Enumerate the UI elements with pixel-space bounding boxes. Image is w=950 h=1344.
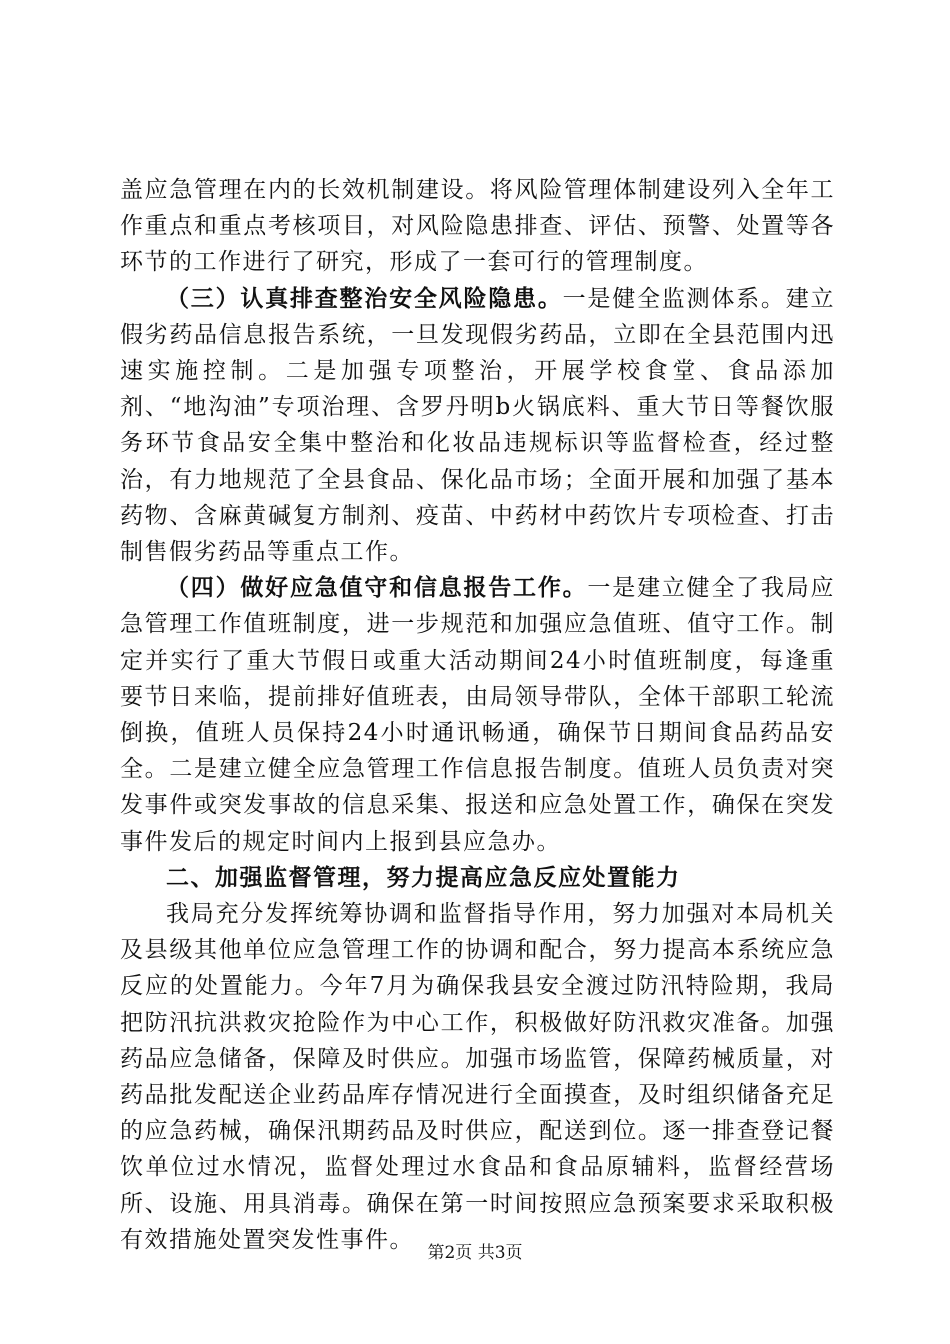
section-heading: 二、加强监督管理，努力提高应急反应处置能力 <box>166 863 681 891</box>
page-footer <box>0 1241 950 1265</box>
body-paragraph <box>120 896 835 1258</box>
paragraph-text: 一是健全监测体系。建立假劣药品信息报告系统，一旦发现假劣药品，立即在全县范围内迅速实施控制。二是加强专项整治，开展学校食堂、食品添加剂、“地沟油”专项治理、含罗丹明b火锅底料、重大节日等餐饮服务环节食品安全集中整治和化妆品违规标识等监督检查，经过整治，有力地规范了全县食品、保化品市场；全面开展和加强了基本药物、含麻黄碱复方制剂、疫苗、中药材中药饮片专项检查、打击制售假劣药品等重点工作。 <box>120 285 836 566</box>
document-body <box>120 172 835 1258</box>
subsection-heading: （四）做好应急值守和信息报告工作。 <box>166 574 588 602</box>
paragraph-text: 一是建立健全了我局应急管理工作值班制度，进一步规范和加强应急值班、值守工作。制定并实行了重大节假日或重大活动期间24小时值班制度，每逢重要节日来临，提前排好值班表，由局领导带队，全体干部职工轮流倒换，值班人员保持24小时通讯畅通，确保节日期间食品药品安全。二是建立健全应急管理工作信息报告制度。值班人员负责对突发事件或突发事故的信息采集、报送和应急处置工作，确保在突发事件发后的规定时间内上报到县应急办。 <box>120 575 836 855</box>
body-paragraph <box>120 281 835 571</box>
page-number: 第2页 共3页 <box>427 1243 523 1263</box>
subsection-heading: （三）认真排查整治安全风险隐患。 <box>166 284 563 312</box>
paragraph-text: 盖应急管理在内的长效机制建设。将风险管理体制建设列入全年工作重点和重点考核项目，对风险隐患排查、评估、预警、处置等各环节的工作进行了研究，形成了一套可行的管理制度。 <box>120 177 835 276</box>
body-paragraph <box>120 172 835 281</box>
paragraph-text: 我局充分发挥统筹协调和监督指导作用，努力加强对本局机关及县级其他单位应急管理工作的协调和配合，努力提高本系统应急反应的处置能力。今年7月为确保我县安全渡过防汛特险期，我局把防汛抗洪救灾抢险作为中心工作，积极做好防汛救灾准备。加强药品应急储备，保障及时供应。加强市场监管，保障药械质量，对药品批发配送企业药品库存情况进行全面摸查，及时组织储备充足的应急药械，确保汛期药品及时供应，配送到位。逐一排查登记餐饮单位过水情况，监督处理过水食品和食品原辅料，监督经营场所、设施、用具消毒。确保在第一时间按照应急预案要求采取积极有效措施处置突发性事件。 <box>120 901 835 1253</box>
body-paragraph <box>120 570 835 860</box>
